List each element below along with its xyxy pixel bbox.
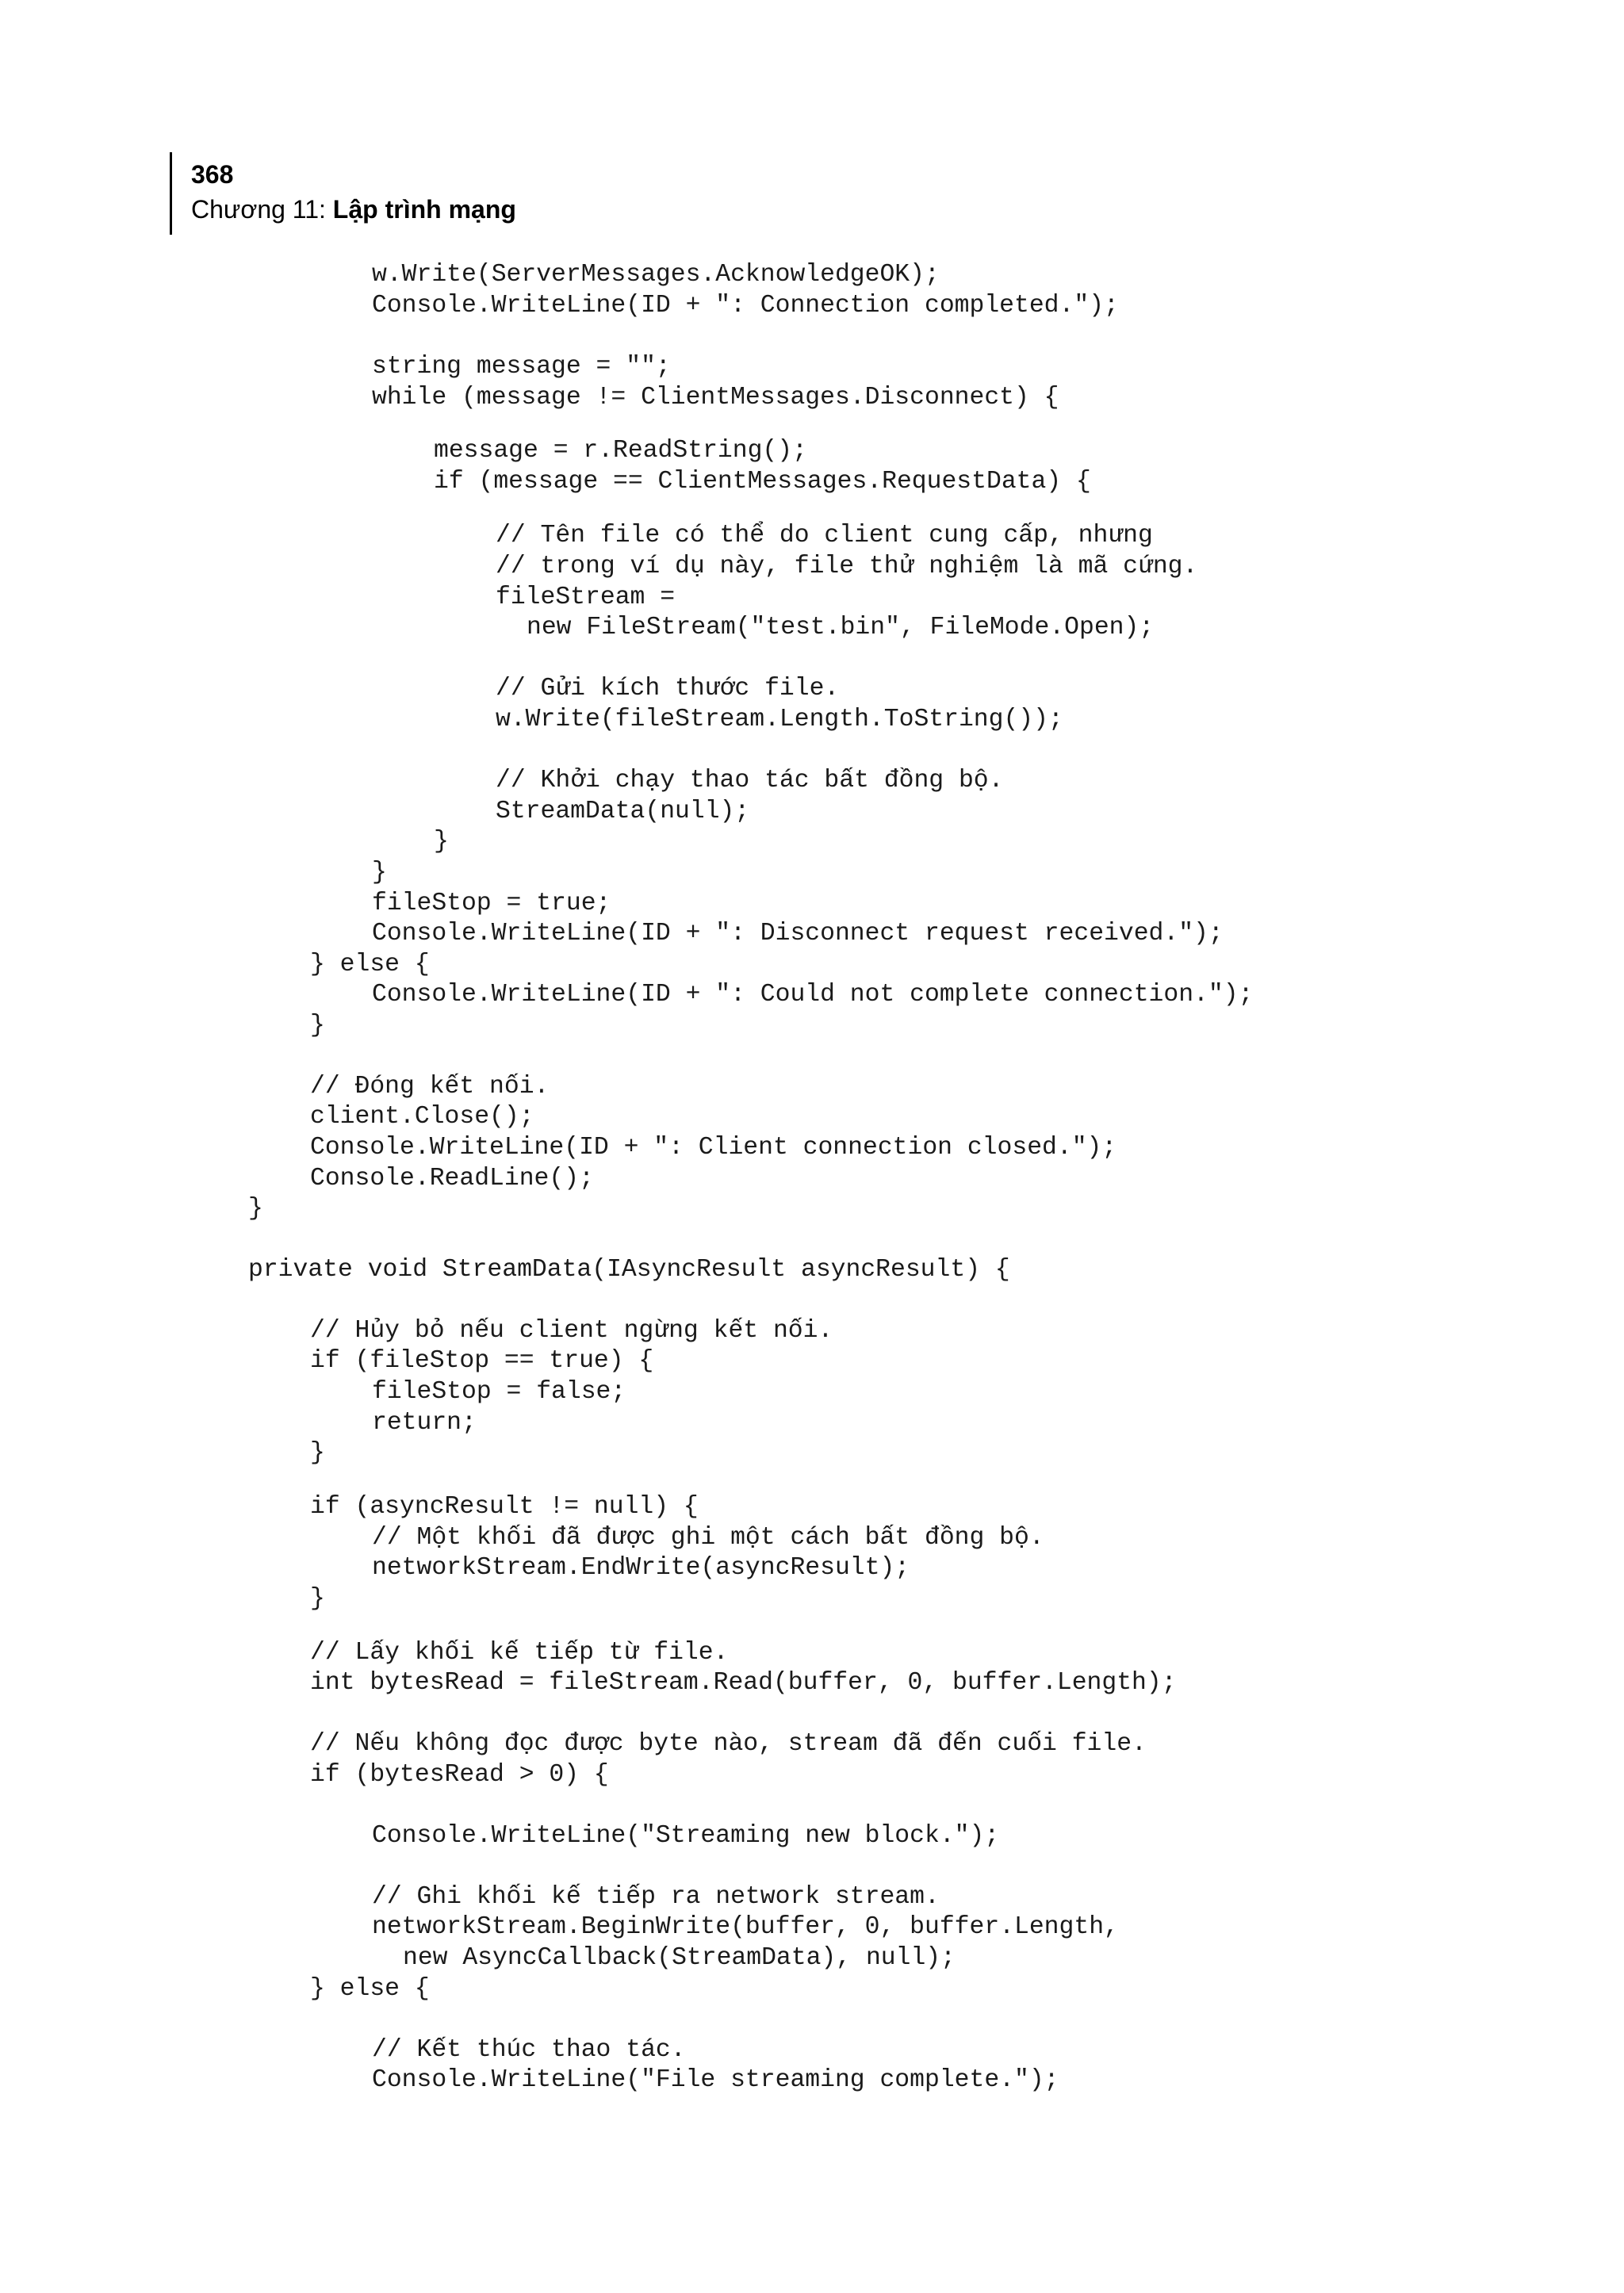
code-line: if (asyncResult != null) { (310, 1493, 699, 1521)
code-line: string message = ""; (372, 353, 671, 381)
code-line: Console.WriteLine("File streaming complete."); (372, 2066, 1059, 2094)
code-line: } (310, 1439, 325, 1467)
code-line: Console.WriteLine(ID + ": Disconnect request received."); (372, 920, 1224, 947)
code-line: Console.WriteLine(ID + ": Client connection closed."); (310, 1134, 1117, 1162)
code-line: // Đóng kết nối. (310, 1073, 550, 1101)
code-line: client.Close(); (310, 1103, 534, 1131)
code-line: new AsyncCallback(StreamData), null); (403, 1944, 956, 1972)
code-line: // trong ví dụ này, file thử nghiệm là mã cứng. (496, 553, 1198, 580)
chapter-prefix: Chương 11: (191, 195, 333, 224)
code-line: } (372, 859, 387, 886)
code-line: } else { (310, 1975, 430, 2003)
code-line: // Một khối đã được ghi một cách bất đồng bộ. (372, 1524, 1044, 1552)
code-line: // Tên file có thể do client cung cấp, nhưng (496, 522, 1153, 549)
code-line: Console.WriteLine(ID + ": Connection completed."); (372, 292, 1119, 320)
code-line: networkStream.EndWrite(asyncResult); (372, 1554, 910, 1582)
code-line: fileStop = false; (372, 1378, 626, 1406)
code-line: w.Write(ServerMessages.AcknowledgeOK); (372, 261, 940, 289)
page-number: 368 (191, 160, 234, 189)
code-line: } (310, 1585, 325, 1613)
code-line: Console.WriteLine(ID + ": Could not complete connection."); (372, 981, 1254, 1009)
code-line: return; (372, 1409, 477, 1437)
code-line: // Kết thúc thao tác. (372, 2036, 686, 2064)
code-line: private void StreamData(IAsyncResult asyncResult) { (248, 1256, 1010, 1284)
code-line: fileStream = (496, 584, 676, 611)
code-line: networkStream.BeginWrite(buffer, 0, buffer.Length, (372, 1913, 1119, 1941)
code-line: // Lấy khối kế tiếp từ file. (310, 1639, 729, 1667)
code-line: // Nếu không đọc được byte nào, stream đã đến cuối file. (310, 1730, 1147, 1758)
code-line: w.Write(fileStream.Length.ToString()); (496, 706, 1063, 733)
code-line: message = r.ReadString(); (434, 437, 807, 465)
code-listing (248, 0, 1596, 2293)
code-line: if (message == ClientMessages.RequestData) { (434, 468, 1091, 496)
code-line: Console.WriteLine("Streaming new block."); (372, 1822, 1000, 1850)
code-line: // Khởi chạy thao tác bất đồng bộ. (496, 767, 1004, 794)
code-line: Console.ReadLine(); (310, 1165, 594, 1192)
code-line: // Hủy bỏ nếu client ngừng kết nối. (310, 1317, 833, 1345)
code-line: StreamData(null); (496, 798, 750, 825)
code-line: } (434, 828, 449, 856)
code-line: } (248, 1195, 263, 1223)
code-line: } (310, 1012, 325, 1039)
code-line: new FileStream("test.bin", FileMode.Open); (527, 614, 1155, 641)
code-line: // Gửi kích thước file. (496, 675, 840, 702)
code-line: } else { (310, 951, 430, 978)
chapter-title: Lập trình mạng (332, 195, 516, 224)
code-line: while (message != ClientMessages.Disconnect) { (372, 384, 1059, 412)
code-line: // Ghi khối kế tiếp ra network stream. (372, 1883, 940, 1911)
code-line: int bytesRead = fileStream.Read(buffer, 0, buffer.Length); (310, 1669, 1177, 1697)
code-line: if (bytesRead > 0) { (310, 1761, 609, 1789)
code-line: fileStop = true; (372, 890, 611, 917)
code-line: if (fileStop == true) { (310, 1347, 654, 1375)
page-header (170, 152, 516, 235)
